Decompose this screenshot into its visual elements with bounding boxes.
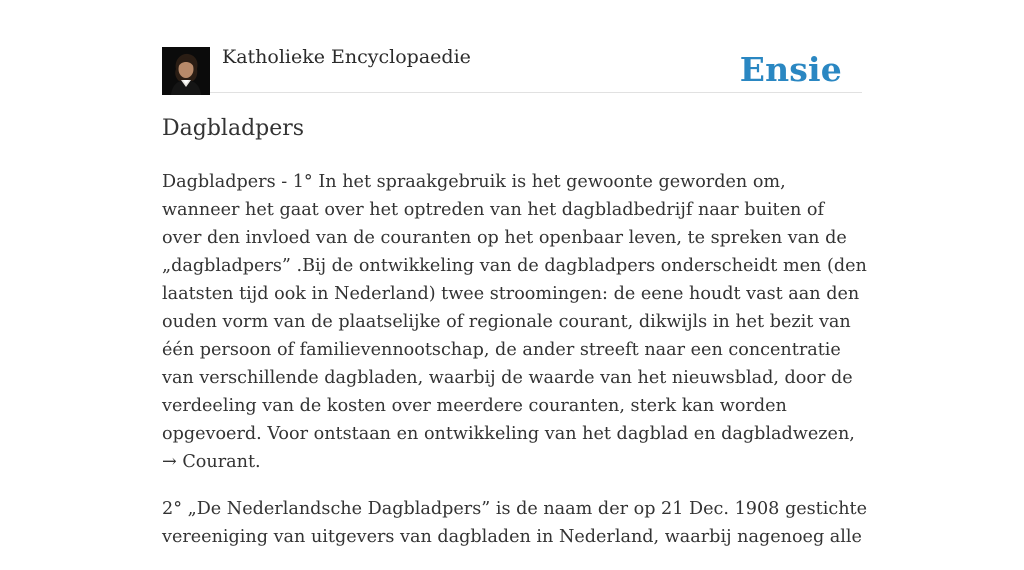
brand-logo[interactable]: Ensie	[739, 50, 842, 89]
paragraph-text: Dagbladpers - 1° In het spraakgebruik is het gewoonte geworden om, wanneer het gaat over het optreden van het dagbladbedrijf naar buiten of over den invloed van de couranten op het openbaar leven, te spreken van de „dagbladpers” .Bij de ontwikkeling van de dagbladpers onderscheidt men (den laatsten tijd ook in Nederland) twee stroomingen: de eene houdt vast aan den ouden vorm van de plaatselijke of regionale courant, dikwijls in het bezit van één persoon of familievennootschap, de ander streeft naar een concentratie van verschillende dagbladen, waarbij de waarde van het nieuwsblad, door de verdeeling van de kosten over meerdere couranten, sterk kan worden opgevoerd. Voor ontstaan en ontwikkeling van het dagblad en dagbladwezen,	[162, 172, 867, 444]
source-title-link[interactable]: Katholieke Encyclopaedie	[222, 46, 471, 68]
avatar[interactable]	[162, 47, 210, 95]
article-body	[162, 168, 868, 570]
portrait-avatar-icon	[162, 47, 210, 95]
paragraph: 2° „De Nederlandsche Dagbladpers” is de naam der op 21 Dec. 1908 gestichte vereeniging van uitgevers van dagbladen in Nederland, waarbij nagenoeg alle	[162, 499, 868, 547]
cross-reference-link[interactable]: → Courant.	[162, 452, 261, 472]
page-title: Dagbladpers	[162, 116, 305, 141]
paragraph	[162, 168, 868, 476]
site-header	[162, 42, 862, 93]
